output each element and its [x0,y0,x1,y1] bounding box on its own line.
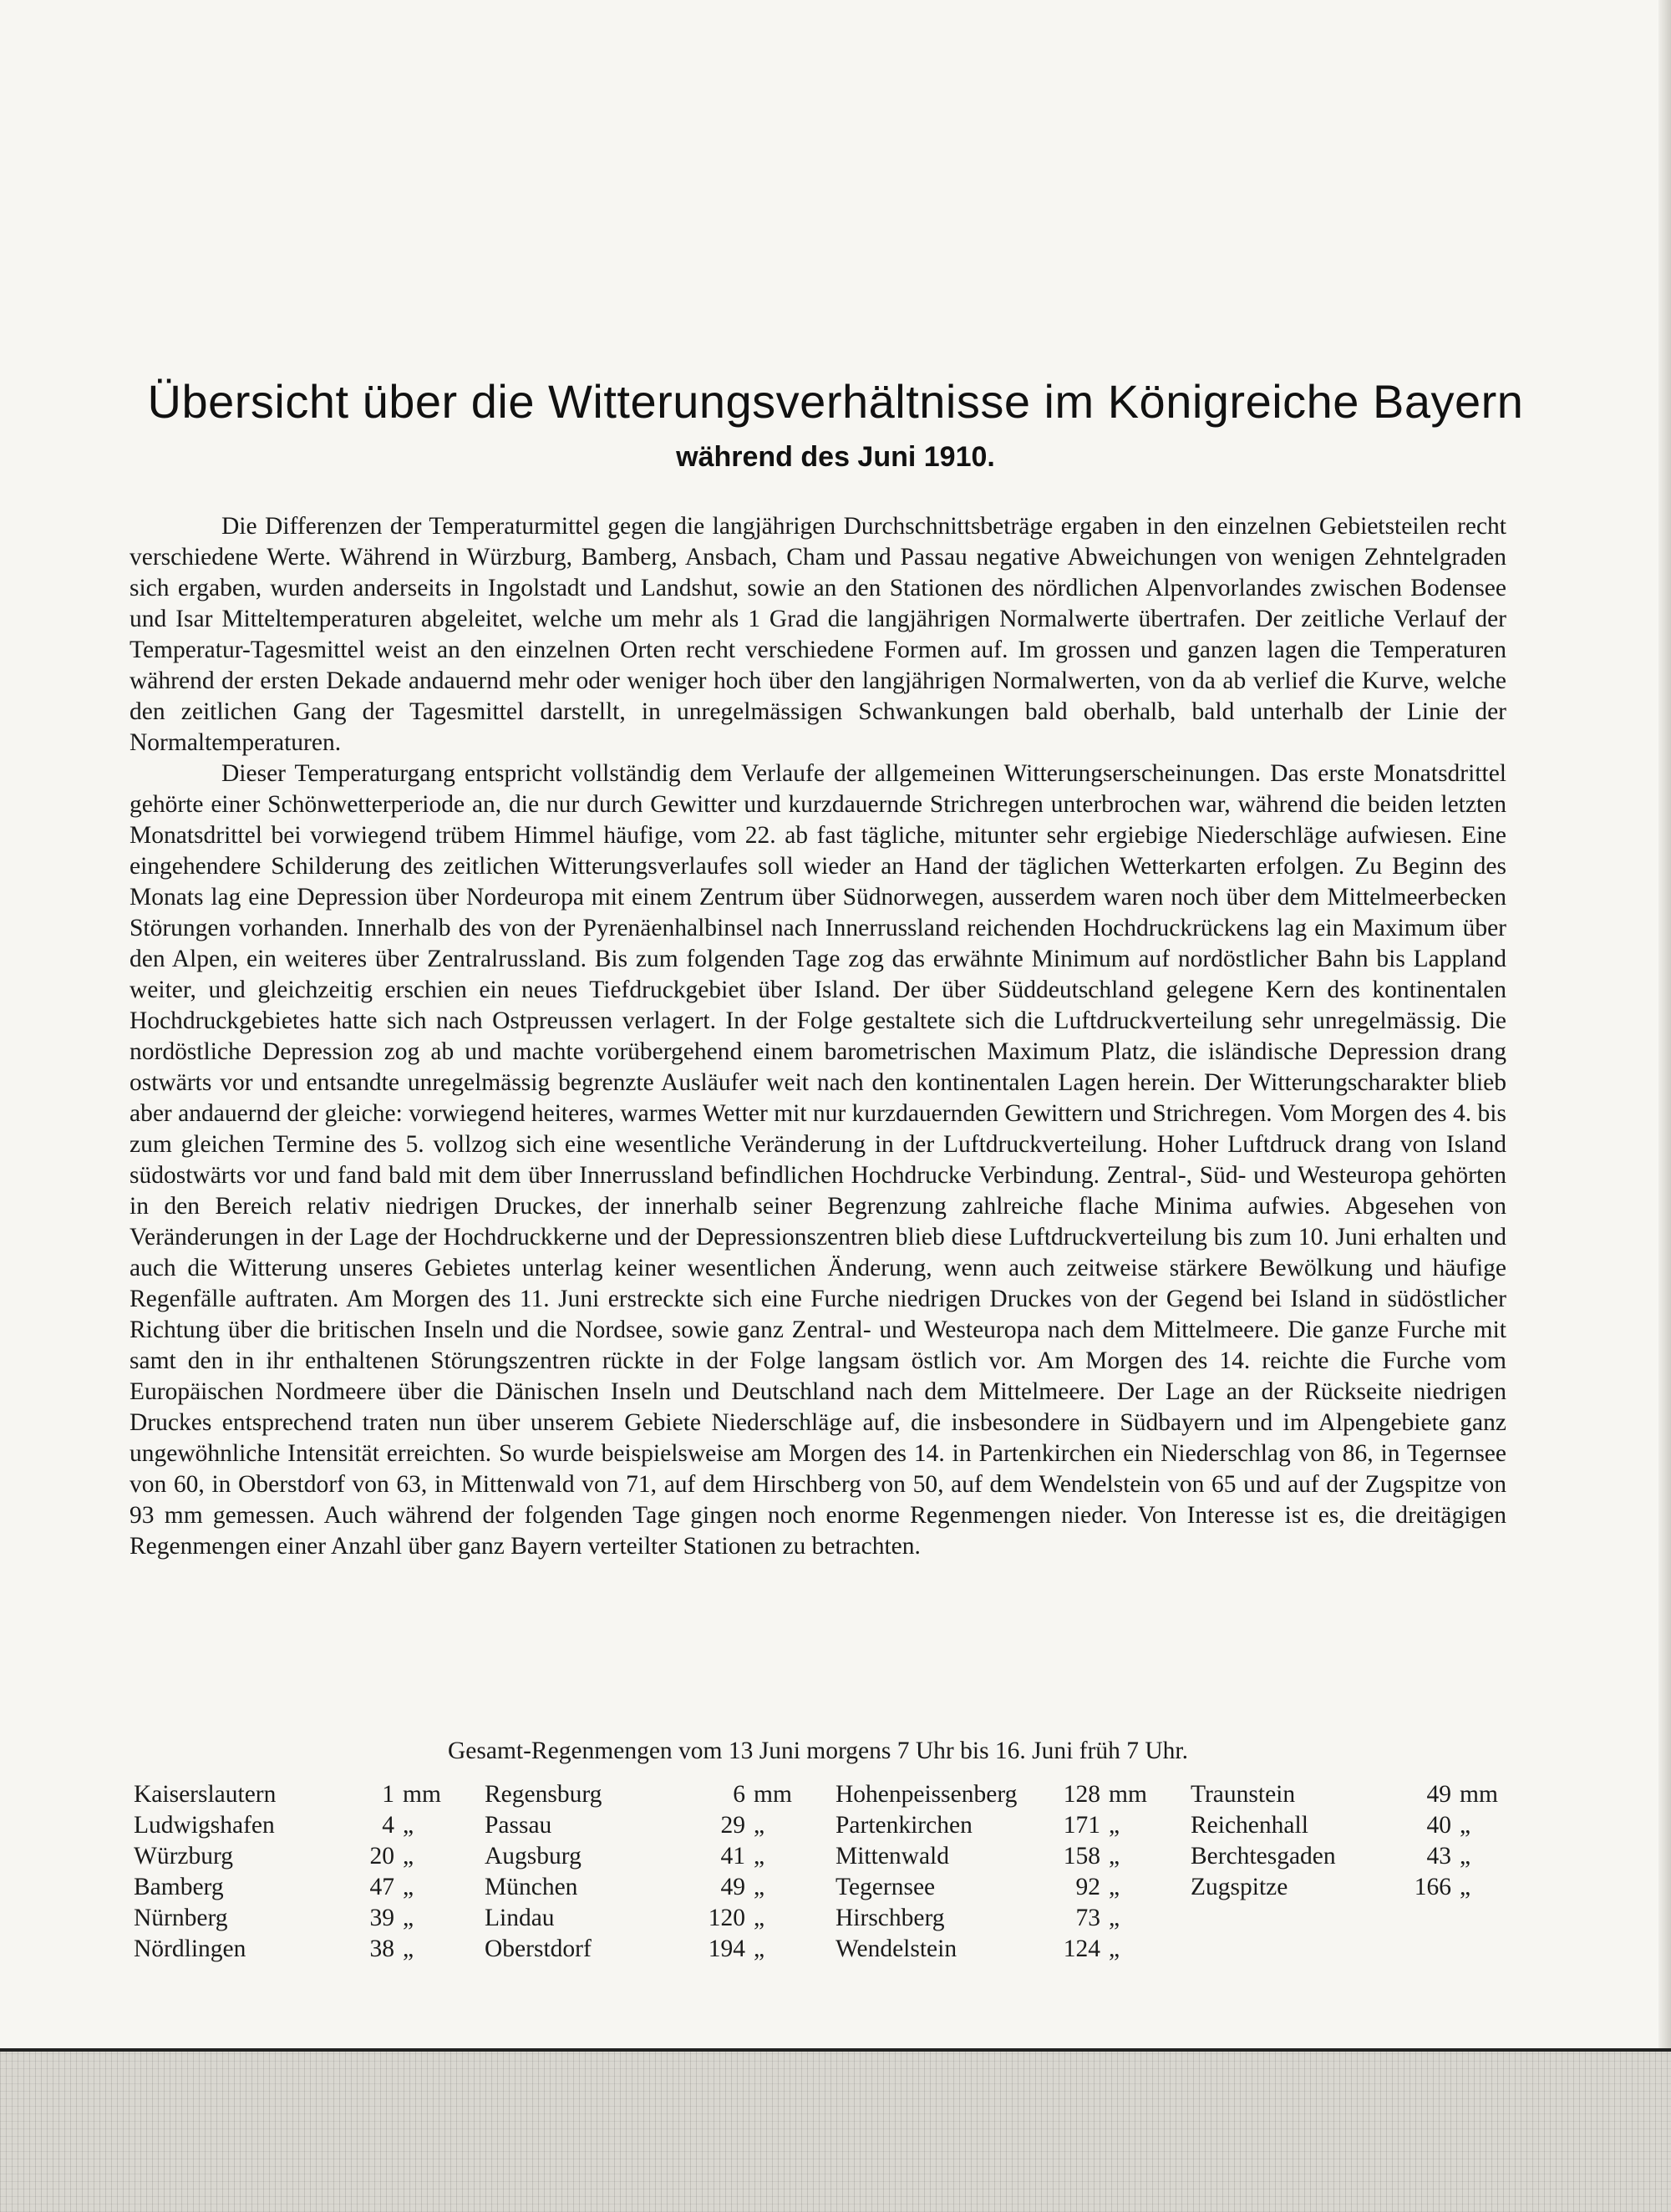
station-name: Nördlingen [134,1936,246,1962]
station-name: München [485,1874,578,1900]
rain-table-row [836,1779,1157,1810]
rain-table-column-3 [836,1779,1157,1965]
rain-unit: „ [1109,1905,1120,1931]
station-name: Nürnberg [134,1905,228,1931]
rain-table-row [134,1779,451,1810]
rain-value: 43 [1426,1843,1451,1870]
station-name: Würzburg [134,1843,234,1870]
rain-table-row [836,1903,1157,1934]
station-name: Augsburg [485,1843,582,1870]
station-name: Ludwigshafen [134,1812,275,1839]
rain-value: 166 [1414,1874,1451,1900]
rain-unit: mm [403,1781,441,1808]
rain-table-row [134,1872,451,1903]
station-name: Lindau [485,1905,555,1931]
rain-table-row [485,1934,802,1965]
station-name: Berchtesgaden [1191,1843,1336,1870]
station-name: Wendelstein [836,1936,957,1962]
rain-table-row [1191,1810,1508,1841]
station-name: Partenkirchen [836,1812,973,1839]
rain-table-column-1 [134,1779,451,1965]
rain-value: 20 [369,1843,394,1870]
rain-value: 39 [369,1905,394,1931]
rain-table-column-4 [1191,1779,1508,1903]
rain-unit: „ [1460,1874,1471,1900]
rain-table-row [1191,1779,1508,1810]
paragraph-weather-course: Dieser Temperaturgang entspricht vollständig dem Verlaufe der allgemeinen Witterungserscheinungen. Das erste Monatsdrittel gehörte einer Schönwetterperiode an, die nur durch Gewitter und kurzdauernde Strichregen unterbrochen war, während die beiden letzten Monatsdrittel bei vorwiegend trübem Himmel häufige, vom 22. ab fast tägliche, mitunter sehr ergiebige Niederschläge aufwiesen. Eine eingehendere Schilderung des zeitlichen Witterungsverlaufes soll wieder an Hand der täglichen Wetterkarten erfolgen. Zu Beginn des Monats lag eine Depression über Nordeuropa mit einem Zentrum über Südnorwegen, ausserdem waren noch über dem Mittelmeerbecken Störungen vorhanden. Innerhalb des von der Pyrenäenhalbinsel nach Innerrussland reichenden Hochdruckrückens lag ein Maximum über den Alpen, ein weiteres über Zentralrussland. Bis zum folgenden Tage zog das erwähnte Minimum auf nordöstlicher Bahn bis Lappland weiter, und gleichzeitig erschien ein neues Tiefdruckgebiet über Island. Der über Süddeutschland gelegene Kern des kontinentalen Hochdruckgebietes hatte sich nach Ostpreussen verlagert. In der Folge gestaltete sich die Luftdruckverteilung sehr unregelmässig. Die nordöstliche Depression zog ab und machte vorübergehend einem barometrischen Maximum Platz, die isländische Depression drang ostwärts vor und entsandte unregelmässig begrenzte Ausläufer weit nach den kontinentalen Lagen herein. Der Witterungscharakter blieb aber andauernd der gleiche: vorwiegend heiteres, warmes Wetter mit nur kurzdauernden Gewittern und Strichregen. Vom Morgen des 4. bis zum gleichen Termine des 5. vollzog sich eine wesentliche Veränderung in der Luftdruckverteilung. Hoher Luftdruck drang von Island südostwärts vor und fand bald mit dem über Innerrussland befindlichen Hochdrucke Verbindung. Zentral-, Süd- und Westeuropa gehörten in den Bereich relativ niedrigen Druckes, der innerhalb seiner Begrenzung zahlreiche flache Minima aufwies. Abgesehen von Veränderungen in der Lage der Hochdruckkerne und der Depressionszentren blieb diese Luftdruckverteilung bis zum 10. Juni erhalten und auch die Witterung unseres Gebietes unterlag keiner wesentlichen Änderung, wenn auch zeitweise stärkere Bewölkung und häufige Regenfälle auftraten. Am Morgen des 11. Juni erstreckte sich eine Furche niedrigen Druckes von der Gegend bei Island in südöstlicher Richtung über die britischen Inseln und die Nordsee, sowie ganz Zentral- und Westeuropa nach dem Mittelmeere. Die ganze Furche mit samt den in ihr enthaltenen Störungszentren rückte in der Folge langsam östlich vor. Am Morgen des 14. reichte die Furche vom Europäischen Nordmeere über die Dänischen Inseln und Deutschland nach dem Mittelmeere. Der Lage an der Rückseite niedrigen Druckes entsprechend traten nun über unserem Gebiete Niederschläge auf, die insbesondere in Südbayern und im Alpengebiete ganz ungewöhnliche Intensität erreichten. So wurde beispielsweise am Morgen des 14. in Partenkirchen ein Niederschlag von 86, in Tegernsee von 60, in Oberstdorf von 63, in Mittenwald von 71, auf dem Hirschberg von 50, auf dem Wendelstein von 65 und auf der Zugspitze von 93 mm gemessen. Auch während der folgenden Tage gingen noch enorme Regenmengen nieder. Von Interesse ist es, die dreitägigen Regenmengen einer Anzahl über ganz Bayern verteilter Stationen zu betrachten. [130,760,1506,1560]
rain-unit: „ [754,1843,765,1870]
body-text [130,511,1506,1562]
rain-table-row [134,1810,451,1841]
station-name: Regensburg [485,1781,602,1808]
rain-value: 73 [1075,1905,1100,1931]
station-name: Bamberg [134,1874,224,1900]
rain-unit: mm [754,1781,792,1808]
rain-unit: „ [754,1812,765,1839]
rain-table-row [134,1841,451,1872]
rain-table-column-2 [485,1779,802,1965]
rain-table-row [1191,1841,1508,1872]
rain-unit: „ [754,1874,765,1900]
rain-table-row [836,1841,1157,1872]
rain-value: 92 [1075,1874,1100,1900]
rain-value: 120 [708,1905,745,1931]
station-name: Kaiserslautern [134,1781,277,1808]
rain-value: 29 [720,1812,745,1839]
rain-value: 38 [369,1936,394,1962]
rain-value: 40 [1426,1812,1451,1839]
station-name: Reichenhall [1191,1812,1308,1839]
rain-table-row [836,1810,1157,1841]
rain-value: 171 [1063,1812,1100,1839]
rain-unit: „ [754,1936,765,1962]
rain-unit: „ [403,1843,414,1870]
rain-value: 1 [382,1781,394,1808]
station-name: Passau [485,1812,552,1839]
page-right-edge [1658,0,1671,2048]
rain-table-row [836,1872,1157,1903]
station-name: Zugspitze [1191,1874,1288,1900]
paragraph-temperature: Die Differenzen der Temperaturmittel gegen die langjährigen Durchschnittsbeträge ergaben in den einzelnen Gebietsteilen recht verschiedene Werte. Während in Würzburg, Bamberg, Ansbach, Cham und Passau negative Abweichungen von wenigen Zehntelgraden sich ergaben, wurden anderseits in Ingolstadt und Landshut, sowie an den Stationen des nördlichen Alpenvorlandes zwischen Bodensee und Isar Mitteltemperaturen abgeleitet, welche um mehr als 1 Grad die langjährigen Normalwerte übertrafen. Der zeitliche Verlauf der Temperatur-Tagesmittel weist an den einzelnen Orten recht verschiedene Formen auf. Im grossen und ganzen lagen die Temperaturen während der ersten Dekade andauernd mehr oder weniger hoch über den langjährigen Normalwerten, von da ab verlief die Kurve, welche den zeitlichen Gang der Tagesmittel darstellt, in unregelmässigen Schwankungen bald oberhalb, bald unterhalb der Linie der Normaltemperaturen. [130,513,1506,756]
rain-unit: „ [403,1812,414,1839]
rain-unit: „ [403,1936,414,1962]
rain-value: 124 [1063,1936,1100,1962]
rain-value: 158 [1063,1843,1100,1870]
rain-value: 49 [1426,1781,1451,1808]
rain-unit: mm [1460,1781,1498,1808]
rain-table-row [485,1810,802,1841]
station-name: Tegernsee [836,1874,936,1900]
rain-table-row [1191,1872,1508,1903]
station-name: Oberstdorf [485,1936,592,1962]
rain-table-row [134,1934,451,1965]
rain-unit: „ [1460,1843,1471,1870]
rain-value: 4 [382,1812,394,1839]
rain-unit: „ [1109,1812,1120,1839]
rain-table-row [485,1841,802,1872]
station-name: Traunstein [1191,1781,1296,1808]
rain-unit: „ [1109,1874,1120,1900]
rain-value: 47 [369,1874,394,1900]
rain-unit: „ [1460,1812,1471,1839]
scan-page-edge [0,2048,1671,2212]
rain-value: 194 [708,1936,745,1962]
station-name: Hohenpeissenberg [836,1781,1018,1808]
station-name: Hirschberg [836,1905,945,1931]
rain-table-row [134,1903,451,1934]
page-subtitle: während des Juni 1910. [676,441,995,473]
station-name: Mittenwald [836,1843,950,1870]
rain-value: 49 [720,1874,745,1900]
rain-unit: „ [754,1905,765,1931]
rain-table-row [485,1779,802,1810]
rain-unit: „ [1109,1843,1120,1870]
rain-value: 6 [733,1781,745,1808]
page-title: Übersicht über die Witterungsverhältnisse im Königreiche Bayern [147,375,1524,428]
rain-table-row [836,1934,1157,1965]
rain-value: 41 [720,1843,745,1870]
rain-table-row [485,1903,802,1934]
rain-unit: mm [1109,1781,1147,1808]
rain-table-caption: Gesamt-Regenmengen vom 13 Juni morgens 7 Uhr bis 16. Juni früh 7 Uhr. [448,1738,1188,1764]
rain-unit: „ [403,1874,414,1900]
rain-unit: „ [1109,1936,1120,1962]
rain-table-row [485,1872,802,1903]
rain-value: 128 [1063,1781,1100,1808]
rain-unit: „ [403,1905,414,1931]
